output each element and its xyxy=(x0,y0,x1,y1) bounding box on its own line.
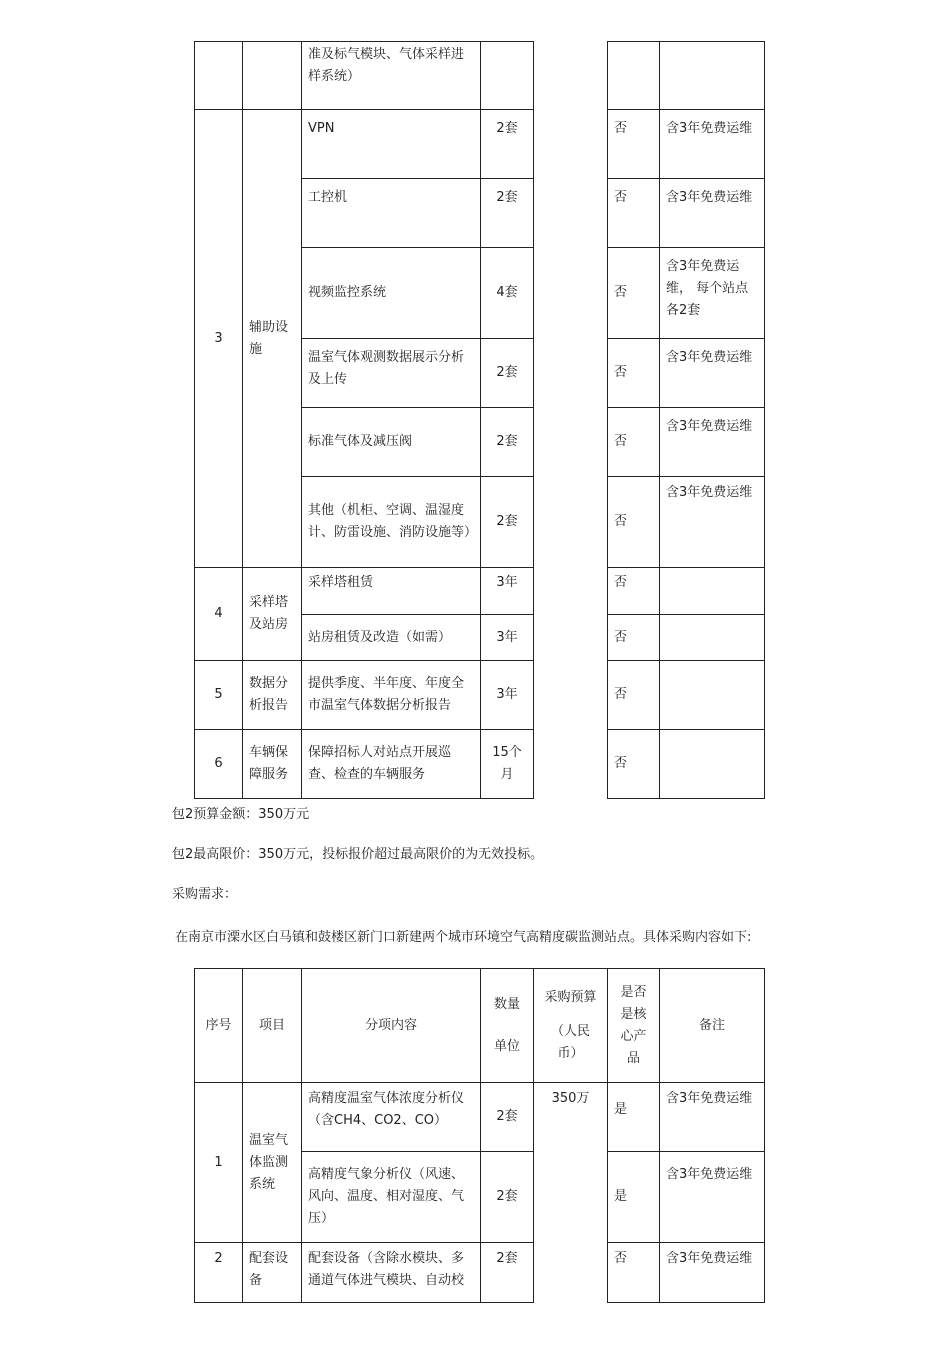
requirement-label: 采购需求： xyxy=(172,887,238,902)
note-cell: 含3年免费运维 xyxy=(660,339,765,408)
header-budget xyxy=(534,969,608,1083)
header-qty-line1: 数量 xyxy=(493,996,520,1012)
header-qty-line2: 单位 xyxy=(493,1038,520,1054)
budget-cell: 350万 xyxy=(534,1083,608,1303)
qty-cell: 4套 xyxy=(481,248,534,339)
core-cell: 否 xyxy=(608,477,660,568)
note-cell: 含3年免费运维 xyxy=(660,477,765,568)
row-number: 5 xyxy=(195,661,243,730)
note-cell: 含3年免费运维 xyxy=(660,1083,765,1152)
qty-cell: 3年 xyxy=(481,661,534,730)
core-cell: 否 xyxy=(608,339,660,408)
qty-cell: 3年 xyxy=(481,568,534,615)
note-cell: 含3年免费运维 xyxy=(660,1243,765,1303)
core-cell: 否 xyxy=(608,1243,660,1303)
header-budget-line1: 采购预算 xyxy=(544,989,597,1005)
note-cell xyxy=(660,615,765,661)
content-cell: 配套设备（含除水模块、多通道气体进气模块、自动校 xyxy=(302,1243,481,1303)
core-cell: 是 xyxy=(608,1083,660,1152)
item-name: 车辆保障服务 xyxy=(243,730,302,799)
note-cell: 含3年免费运维 xyxy=(660,1152,765,1243)
content-cell: VPN xyxy=(302,110,481,179)
header-qty xyxy=(481,969,534,1083)
table-row xyxy=(195,1083,765,1152)
content-cell: 标准气体及减压阀 xyxy=(302,408,481,477)
row-number: 2 xyxy=(195,1243,243,1303)
content-cell: 保障招标人对站点开展巡查、检查的车辆服务 xyxy=(302,730,481,799)
core-cell: 否 xyxy=(608,408,660,477)
core-cell: 否 xyxy=(608,615,660,661)
content-cell: 工控机 xyxy=(302,179,481,248)
note-cell xyxy=(660,568,765,615)
qty-cell: 2套 xyxy=(481,1243,534,1303)
procurement-table-continued xyxy=(194,41,765,799)
item-name: 温室气体监测系统 xyxy=(243,1083,302,1243)
note-cell: 含3年免费运维 xyxy=(660,408,765,477)
core-cell: 否 xyxy=(608,179,660,248)
header-no: 序号 xyxy=(195,969,243,1083)
note-cell: 含3年免费运维， 每个站点各2套 xyxy=(660,248,765,339)
item-name: 采样塔及站房 xyxy=(243,568,302,661)
item-name: 配套设备 xyxy=(243,1243,302,1303)
row-number: 4 xyxy=(195,568,243,661)
core-cell: 否 xyxy=(608,248,660,339)
content-cell: 准及标气模块、气体采样进样系统） xyxy=(302,42,481,110)
item-cell xyxy=(243,42,302,110)
core-cell: 否 xyxy=(608,568,660,615)
core-cell: 否 xyxy=(608,661,660,730)
row-number: 1 xyxy=(195,1083,243,1243)
procurement-table xyxy=(194,968,765,1303)
qty-cell: 2套 xyxy=(481,1083,534,1152)
qty-cell: 2套 xyxy=(481,408,534,477)
content-cell: 视频监控系统 xyxy=(302,248,481,339)
qty-cell: 2套 xyxy=(481,339,534,408)
content-cell: 高精度温室气体浓度分析仪（含CH4、CO2、CO） xyxy=(302,1083,481,1152)
qty-cell: 2套 xyxy=(481,179,534,248)
budget-amount-text: 包2预算金额：350万元 xyxy=(172,807,310,822)
content-cell: 高精度气象分析仪（风速、风向、温度、相对湿度、气压） xyxy=(302,1152,481,1243)
qty-cell xyxy=(481,42,534,110)
header-note: 备注 xyxy=(660,969,765,1083)
qty-cell: 2套 xyxy=(481,110,534,179)
item-name: 数据分析报告 xyxy=(243,661,302,730)
header-item: 项目 xyxy=(243,969,302,1083)
budget-cell xyxy=(534,42,608,799)
qty-cell: 2套 xyxy=(481,1152,534,1243)
note-cell xyxy=(660,661,765,730)
content-cell: 采样塔租赁 xyxy=(302,568,481,615)
core-cell: 是 xyxy=(608,1152,660,1243)
table-row xyxy=(195,1243,765,1303)
max-price-text: 包2最高限价：350万元，投标报价超过最高限价的为无效投标。 xyxy=(172,847,544,862)
content-cell: 提供季度、半年度、年度全市温室气体数据分析报告 xyxy=(302,661,481,730)
item-name: 辅助设施 xyxy=(243,110,302,568)
no-cell xyxy=(195,42,243,110)
qty-cell: 15个月 xyxy=(481,730,534,799)
note-cell xyxy=(660,730,765,799)
note-cell: 含3年免费运维 xyxy=(660,179,765,248)
core-cell: 否 xyxy=(608,730,660,799)
requirement-description: 在南京市溧水区白马镇和鼓楼区新门口新建两个城市环境空气高精度碳监测站点。具体采购内容如下: xyxy=(175,930,752,945)
header-budget-line2: （人民币） xyxy=(550,1023,590,1061)
row-number: 3 xyxy=(195,110,243,568)
content-cell: 温室气体观测数据展示分析及上传 xyxy=(302,339,481,408)
content-cell: 站房租赁及改造（如需） xyxy=(302,615,481,661)
table-header-row xyxy=(195,969,765,1083)
core-cell xyxy=(608,42,660,110)
note-cell xyxy=(660,42,765,110)
content-cell: 其他（机柜、空调、温湿度计、防雷设施、消防设施等） xyxy=(302,477,481,568)
note-cell: 含3年免费运维 xyxy=(660,110,765,179)
header-content: 分项内容 xyxy=(302,969,481,1083)
row-number: 6 xyxy=(195,730,243,799)
qty-cell: 3年 xyxy=(481,615,534,661)
header-core: 是否是核心产品 xyxy=(608,969,660,1083)
qty-cell: 2套 xyxy=(481,477,534,568)
core-cell: 否 xyxy=(608,110,660,179)
